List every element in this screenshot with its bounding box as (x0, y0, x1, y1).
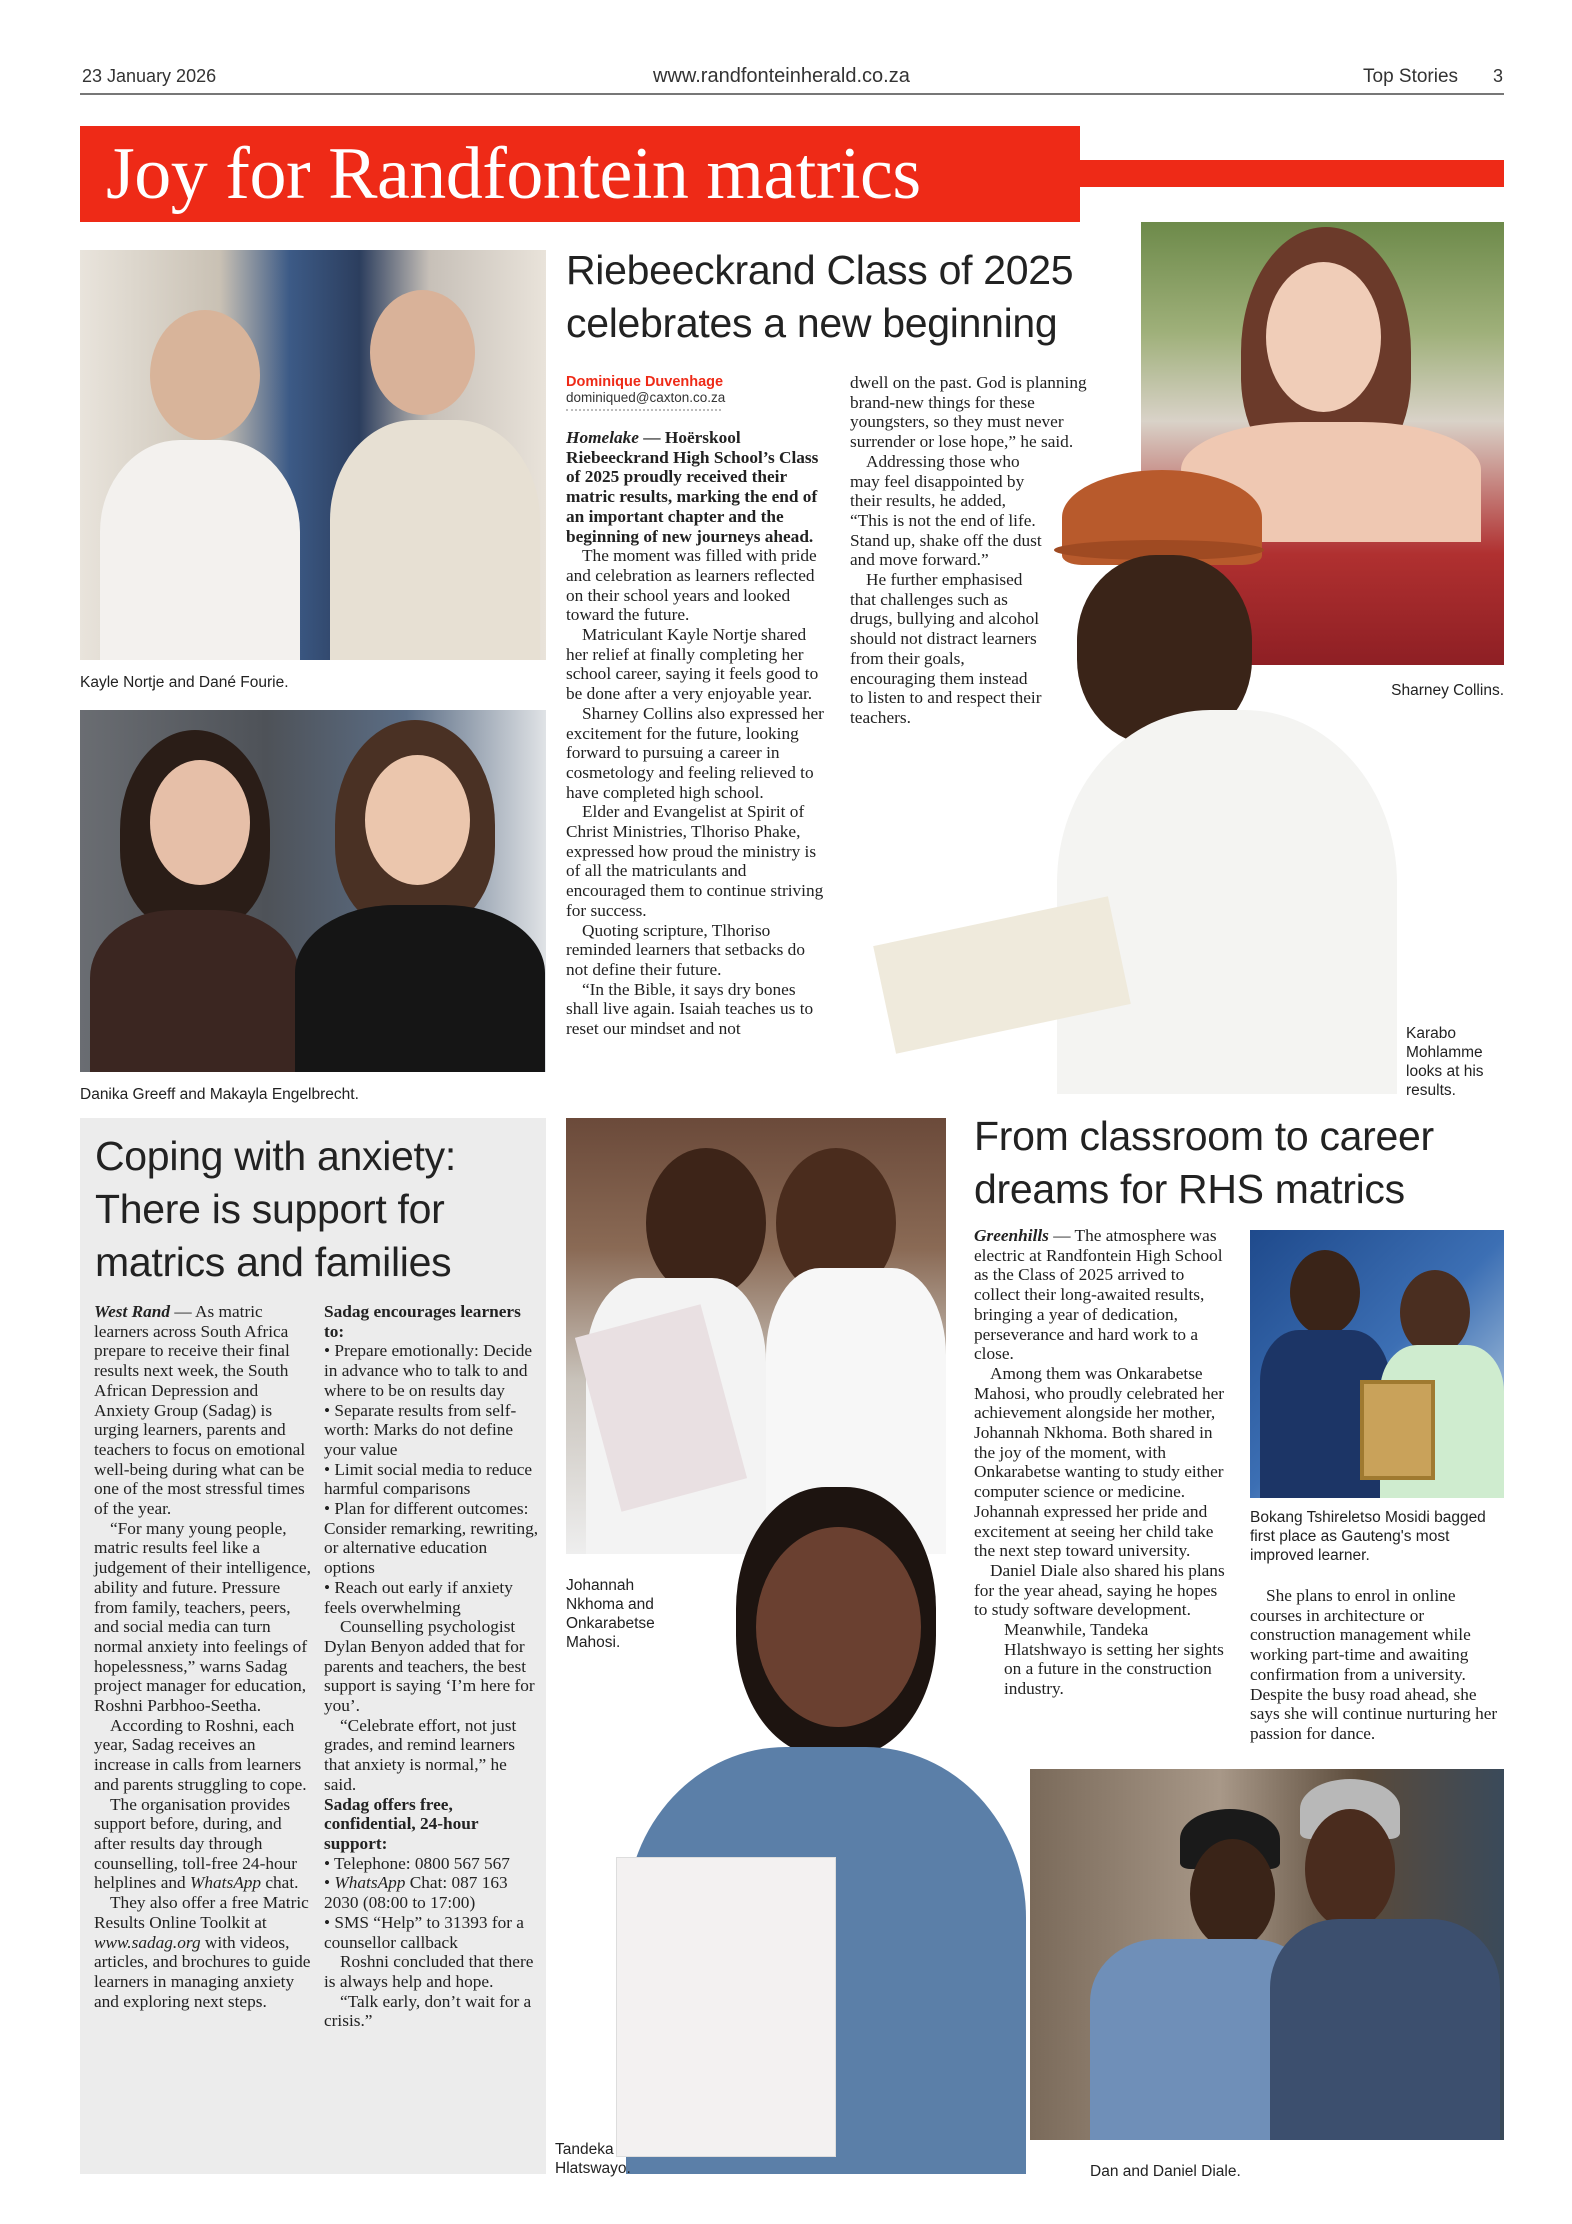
riebeeckrand-column-2 (850, 373, 1100, 728)
paragraph: Among them was Onkarabetse Mahosi, who proudly celebrated her achievement alongside her mother, Johannah Nkhoma. Both shared in the joy of the moment, with Onkarabetse wanting to study either computer science or medicine. Johannah expressed her pride and excitement at seeing her child take the next step toward university. (974, 1363, 1225, 1561)
lead-text: — Hoërskool Riebeeckrand High School’s Class of 2025 proudly received their matric results, marking the end of an important chapter and the beginning of new journeys ahead. (566, 428, 819, 546)
website-url: www.randfonteinherald.co.za (653, 65, 910, 87)
caption-bokang: Bokang Tshireletso Mosidi bagged first place as Gauteng's most improved learner. (1250, 1509, 1486, 1564)
lead-paragraph (566, 428, 828, 546)
paragraph: According to Roshni, each year, Sadag receives an increase in calls from learners and parents struggling to cope. (94, 1715, 307, 1794)
caption-karabo: Karabo Mohlamme looks at his results. (1406, 1025, 1484, 1099)
author-email[interactable]: dominiqued@caxton.co.za (566, 390, 721, 411)
paragraph: Addressing those who may feel disappointed by their results, he added, “This is not the end of life. Stand up, shake off the dust and move forward.” (850, 451, 1042, 570)
photo-kayle-and-dane (80, 250, 546, 660)
dateline: Greenhills (974, 1226, 1049, 1245)
caption-danika: Danika Greeff and Makayla Engelbrecht. (80, 1086, 359, 1103)
rhs-headline: From classroom to career dreams for RHS matrics (974, 1113, 1434, 1212)
photo-danika-and-makayla (80, 710, 546, 1072)
anxiety-sidebar (80, 1118, 546, 2174)
paragraph: Meanwhile, Tandeka Hlatshwayo is setting her sights on a future in the construction industry. (1004, 1620, 1224, 1699)
riebeeckrand-headline: Riebeeckrand Class of 2025 celebrates a new beginning (566, 247, 1074, 346)
caption-tandeka: Tandeka Hlatswayo. (555, 2141, 631, 2177)
list-item: • Reach out early if anxiety feels overwhelming (324, 1577, 513, 1617)
photo-bokang-mosidi (1250, 1230, 1504, 1498)
caption-dan: Dan and Daniel Diale. (1090, 2163, 1241, 2180)
anxiety-column-1 (94, 1302, 312, 2011)
list-item: • Limit social media to reduce harmful comparisons (324, 1459, 533, 1499)
list-item: • WhatsApp Chat: 087 163 2030 (08:00 to 17:00) (324, 1873, 508, 1913)
paragraph: He further emphasised that challenges such as drugs, bullying and alcohol should not distract learners from their goals, encouraging them instead to listen to and respect their teachers. (850, 570, 1042, 727)
paragraph: Counselling psychologist Dylan Benyon added that for parents and teachers, the best support is saying ‘I’m here for you’. (324, 1617, 535, 1716)
paragraph: Quoting scripture, Tlhoriso reminded learners that setbacks do not define their future. (566, 920, 805, 979)
paragraph: “In the Bible, it says dry bones shall live again. Isaiah teaches us to reset our mindset and not (566, 979, 814, 1039)
page-number: 3 (1493, 66, 1504, 86)
paragraph: “For many young people, matric results feel like a judgement of their intelligence, ability and future. Pressure from family, teachers, peers, and social media can turn normal anxiety into feelings of hopelessness,” warns Sadag project manager for education, Roshni Parbhoo-Seetha. (94, 1518, 311, 1716)
caption-kayle: Kayle Nortje and Dané Fourie. (80, 674, 289, 691)
section-name: Top Stories (1363, 66, 1459, 87)
riebeeckrand-column-1 (566, 428, 828, 1039)
caption-sharney: Sharney Collins. (1391, 682, 1504, 699)
lead-text: — As matric learners across South Africa prepare to receive their final results next week, the South African Depression and Anxiety Group (Sadag) is urging learners, parents and teachers to focus on emotional well-being during what can be one of the most stressful times of the year. (94, 1302, 306, 1519)
lead-text: — The atmosphere was electric at Randfontein High School as the Class of 2025 arrived to collect their long-awaited results, bringing a year of dedication, perseverance and hard work to a close. (974, 1226, 1223, 1364)
caption-johannah: Johannah Nkhoma and Onkarabetse Mahosi. (566, 1577, 655, 1651)
anxiety-column-2 (324, 1302, 540, 2031)
paragraph: Elder and Evangelist at Spirit of Christ Ministries, Tlhoriso Phake, expressed how proud the ministry is of all the matriculants and encouraged them to continue striving for success. (566, 802, 824, 920)
rhs-column-2 (1250, 1586, 1506, 1744)
paragraph: Matriculant Kayle Nortje shared her relief at finally completing her school career, saying it feels good to be done after a very enjoyable year. (566, 625, 819, 704)
page-title: Joy for Randfontein matrics (80, 126, 1080, 222)
photo-tandeka-hlatswayo (566, 1487, 1030, 2174)
anxiety-headline: Coping with anxiety: There is support for matrics and families (95, 1133, 456, 1285)
header-rule (80, 93, 1504, 95)
list-item: • SMS “Help” to 31393 for a counsellor callback (324, 1912, 524, 1952)
sadag-link[interactable]: www.sadag.org (94, 1932, 201, 1952)
dateline: Homelake (566, 428, 639, 447)
list-item: • Telephone: 0800 567 567 (324, 1853, 510, 1873)
paragraph: They also offer a free Matric Results Online Toolkit at www.sadag.org with videos, articles, and brochures to guide learners in managing anxiety and exploring next steps. (94, 1893, 311, 2011)
paragraph: “Celebrate effort, not just grades, and remind learners that anxiety is normal,” he said. (324, 1715, 517, 1794)
byline (566, 374, 726, 411)
issue-date: 23 January 2026 (82, 66, 217, 86)
paragraph: “Talk early, don’t wait for a crisis.” (324, 1991, 532, 2031)
paragraph: Sharney Collins also expressed her excitement for the future, looking forward to pursuing a career in cosmetology and feeling relieved to have completed high school. (566, 703, 824, 802)
paragraph: Daniel Diale also shared his plans for the year ahead, saying he hopes to study software development. (974, 1560, 1225, 1620)
paragraph: dwell on the past. God is planning brand-new things for these youngsters, so they must never surrender or lose hope,” he said. (850, 373, 1087, 452)
author-name: Dominique Duvenhage (566, 374, 724, 390)
paragraph: Roshni concluded that there is always help and hope. (324, 1952, 534, 1991)
list-item: • Plan for different outcomes: Consider remarking, rewriting, or alternative education options (324, 1499, 539, 1578)
title-accent-bar (1080, 160, 1504, 187)
lead-paragraph (974, 1226, 1230, 1364)
paragraph: The moment was filled with pride and celebration as learners reflected on their school years and looked toward the future. (566, 546, 817, 625)
rhs-column-1 (974, 1226, 1230, 1699)
paragraph: The organisation provides support before, during, and after results day through counselling, toll-free 24-hour helplines and WhatsApp chat. (94, 1794, 299, 1893)
dateline: West Rand (94, 1302, 171, 1321)
subheading: Sadag encourages learners to: (324, 1302, 521, 1341)
subheading: Sadag offers free, confidential, 24-hour support: (324, 1794, 479, 1853)
lead-paragraph (94, 1302, 312, 1519)
photo-dan-and-daniel-diale (1030, 1769, 1504, 2140)
list-item: • Prepare emotionally: Decide in advance who to talk to and where to be on results day (324, 1341, 533, 1400)
paragraph: She plans to enrol in online courses in architecture or construction management while working part-time and awaiting confirmation from a university. Despite the busy road ahead, she says she will continue nurturing her passion for dance. (1250, 1586, 1498, 1743)
list-item: • Separate results from self-worth: Marks do not define your value (324, 1400, 517, 1459)
